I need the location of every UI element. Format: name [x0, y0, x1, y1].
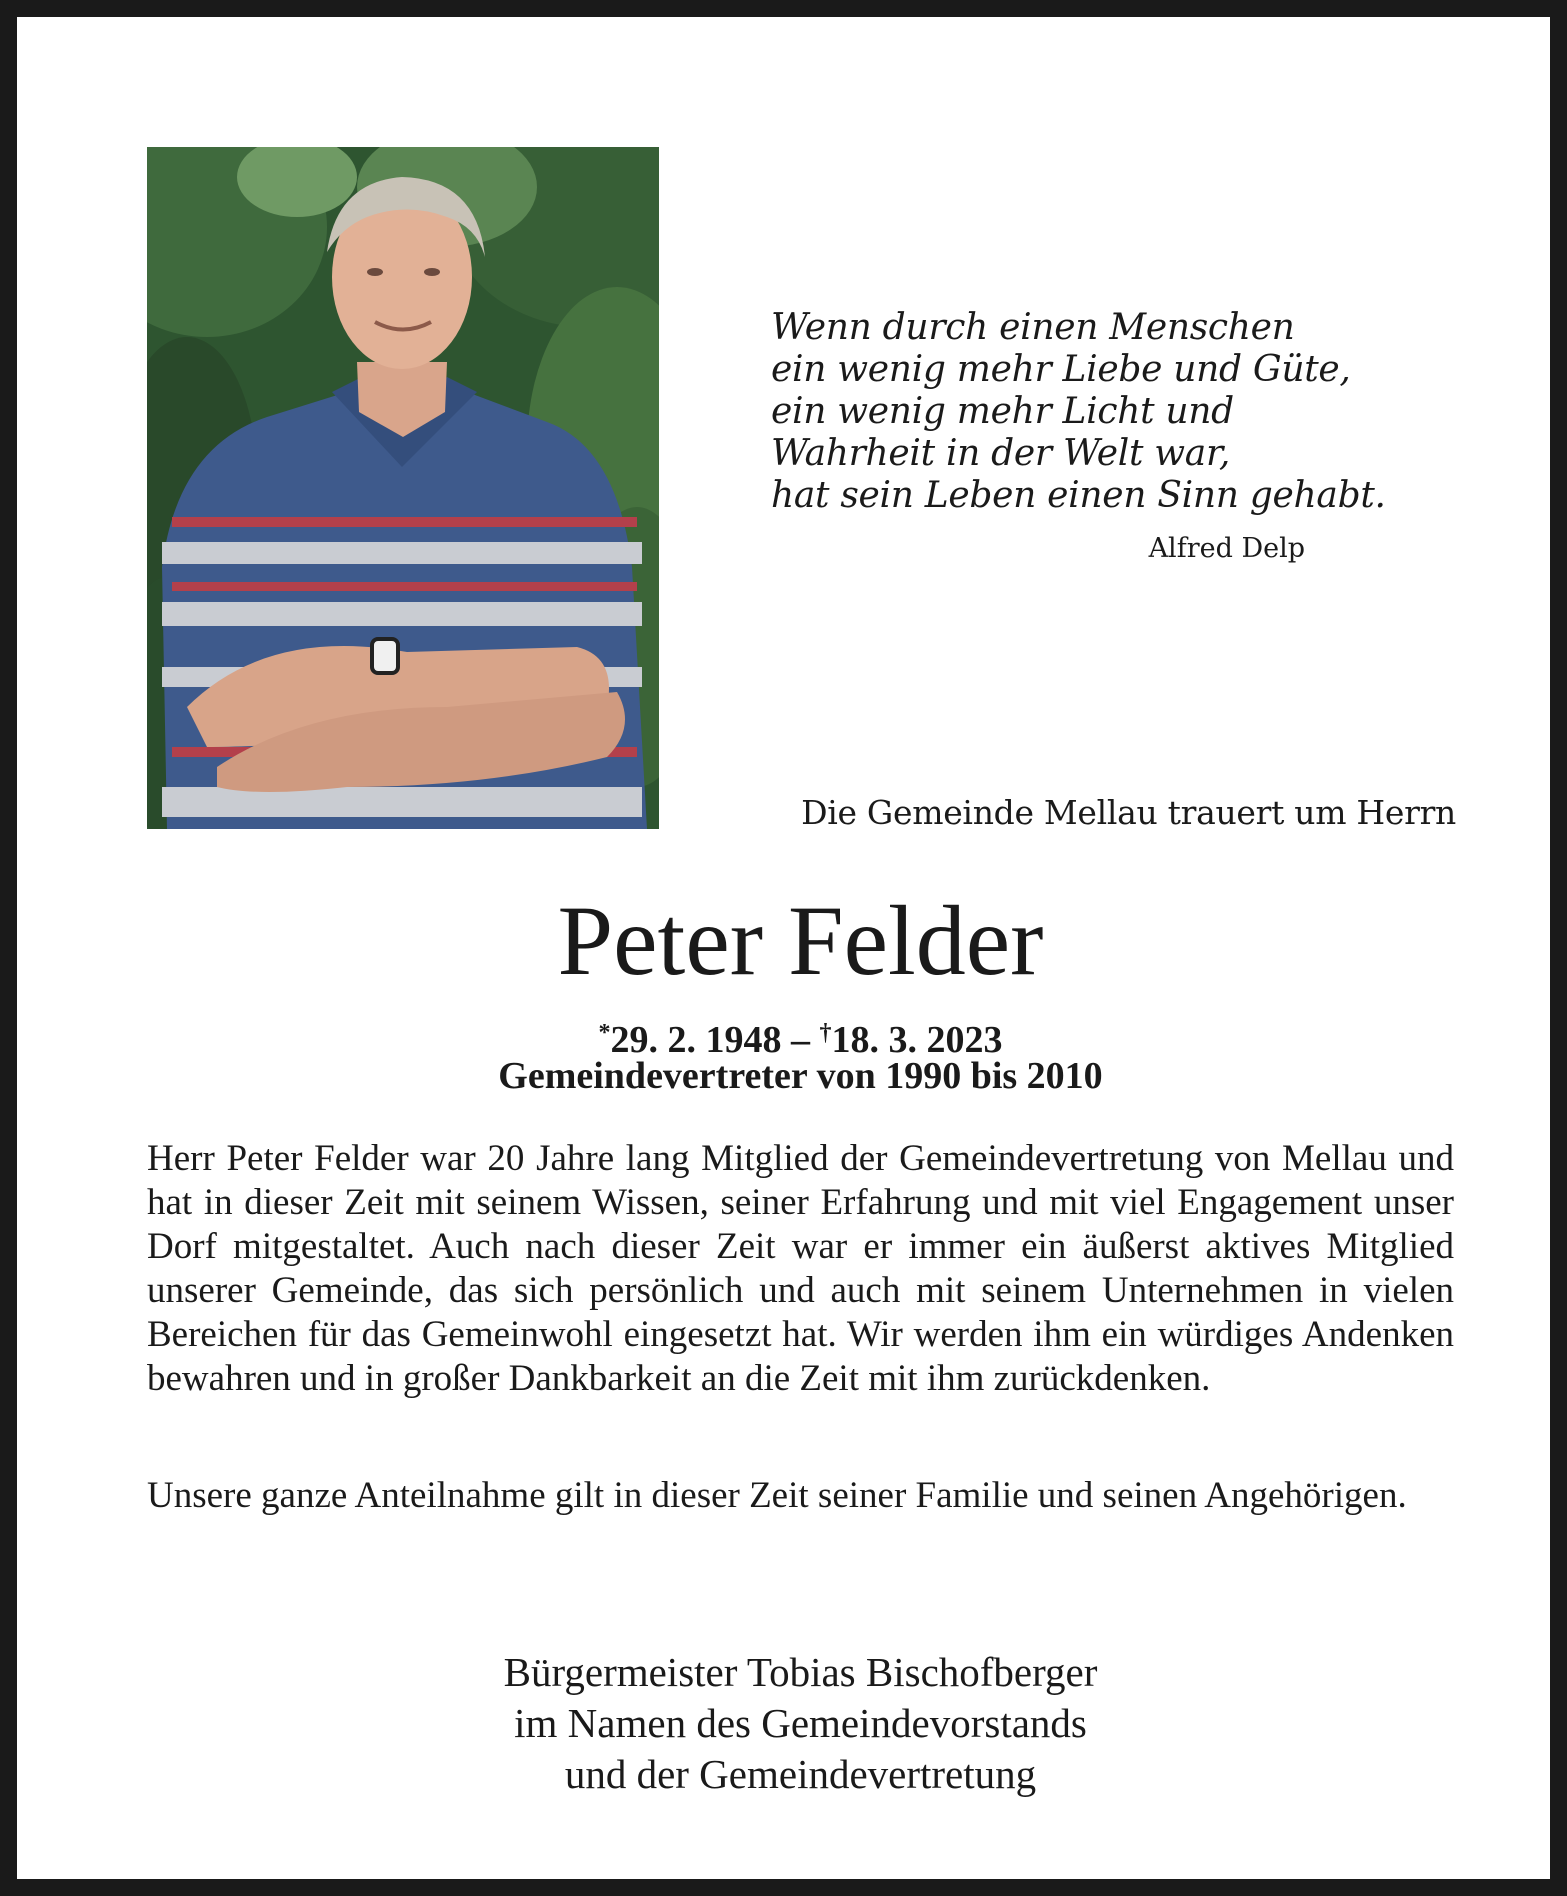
tribute-text: Herr Peter Felder war 20 Jahre lang Mitglied der Gemeindevertretung von Mellau und hat in dieser Zeit mit seinem Wissen, seiner Erfahrung und mit viel Engagement unser Dorf mitgestaltet. Auch nach dieser Zeit war er immer ein äußerst aktives Mitglied unserer Gemeinde, das sich persönlich und auch mit seinem Unternehmen in vielen Bereichen für das Gemeinwohl eingesetzt hat. Wir werden ihm ein würdiges Andenken bewahren und in großer Dankbarkeit an die Zeit mit ihm zurückdenken.	[147, 1138, 1454, 1399]
quote-line: ein wenig mehr Liebe und Güte,	[771, 349, 1351, 390]
quote-line: ein wenig mehr Licht und	[771, 391, 1234, 432]
tribute-paragraph	[147, 1137, 1454, 1401]
mourning-announcement: Die Gemeinde Mellau trauert um Herrn	[801, 793, 1456, 832]
birth-symbol: *	[598, 1020, 611, 1046]
signature-line: und der Gemeindevertretung	[564, 1751, 1037, 1797]
signature-block	[17, 1647, 1567, 1800]
quote-line: Wenn durch einen Menschen	[771, 307, 1295, 348]
portrait-photo	[147, 147, 659, 829]
death-date: 18. 3. 2023	[831, 1019, 1003, 1061]
signature-line: Bürgermeister Tobias Bischofberger	[503, 1649, 1098, 1695]
signature-line: im Namen des Gemeindevorstands	[514, 1700, 1087, 1746]
birth-date: 29. 2. 1948	[610, 1019, 782, 1061]
quote-line: Wahrheit in der Welt war,	[771, 433, 1231, 474]
quote-author: Alfred Delp	[1148, 533, 1305, 564]
condolence-text: Unsere ganze Anteilnahme gilt in dieser Zeit seiner Familie und seinen Angehörigen.	[147, 1475, 1407, 1516]
memorial-quote	[771, 307, 1386, 517]
death-symbol: †	[819, 1020, 832, 1046]
deceased-role: Gemeindevertreter von 1990 bis 2010	[498, 1055, 1103, 1097]
deceased-name: Peter Felder	[557, 885, 1044, 996]
quote-line: hat sein Leben einen Sinn gehabt.	[771, 475, 1386, 516]
condolence-paragraph	[147, 1474, 1454, 1518]
portrait-illustration	[147, 147, 659, 829]
date-separator: –	[781, 1019, 820, 1061]
